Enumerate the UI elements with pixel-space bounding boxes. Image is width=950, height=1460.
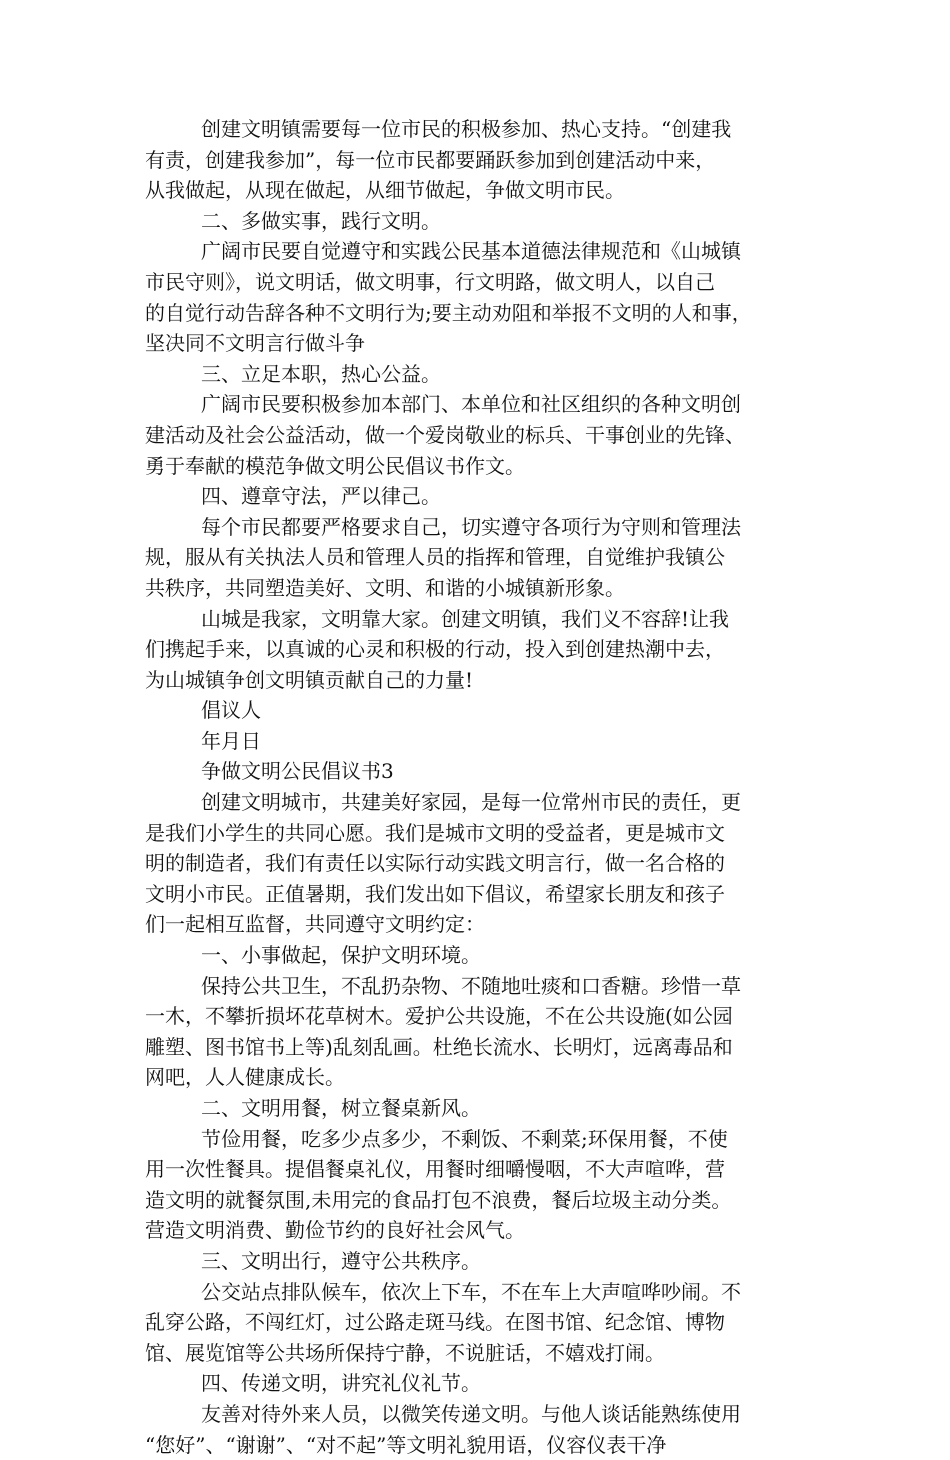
text-line: 创建文明镇需要每一位市民的积极参加、热心支持。“创建我	[201, 117, 732, 141]
text-line: 广阔市民要自觉遵守和实践公民基本道德法律规范和《山城镇	[201, 239, 741, 264]
text-line: 节俭用餐，吃多少点多少，不剩饭、不剩菜;环保用餐，不使	[201, 1126, 728, 1151]
text-line: 用一次性餐具。提倡餐桌礼仪，用餐时细嚼慢咽，不大声喧哗，营	[145, 1157, 725, 1182]
text-line: 明的制造者，我们有责任以实际行动实践文明言行，做一名合格的	[145, 851, 725, 876]
document-body	[145, 114, 810, 1460]
text-line: 一、小事做起，保护文明环境。	[201, 943, 481, 968]
text-line: 市民守则》，说文明话，做文明事，行文明路，做文明人，以自己	[145, 269, 715, 294]
text-line: 的自觉行动告辞各种不文明行为;要主动劝阻和举报不文明的人和事，	[145, 300, 752, 325]
text-line: 营造文明消费、勤俭节约的良好社会风气。	[145, 1218, 525, 1243]
text-line: “您好”、“谢谢”、“对不起”等文明礼貌用语，仪容仪表干净	[145, 1432, 667, 1457]
text-line: 三、立足本职，热心公益。	[201, 361, 441, 386]
text-line: 们一起相互监督，共同遵守文明约定：	[145, 912, 485, 937]
text-line: 馆、展览馆等公共场所保持宁静，不说脏话，不嬉戏打闹。	[145, 1340, 665, 1365]
text-line: 文明小市民。正值暑期，我们发出如下倡议，希望家长朋友和孩子	[145, 881, 725, 906]
text-line: 保持公共卫生，不乱扔杂物、不随地吐痰和口香糖。珍惜一草	[201, 973, 741, 998]
text-line: 雕塑、图书馆书上等)乱刻乱画。杜绝长流水、长明灯，远离毒品和	[145, 1034, 733, 1059]
text-line: 一木，不攀折损坏花草树木。爱护公共设施，不在公共设施(如公园	[145, 1004, 733, 1029]
text-line: 二、多做实事，践行文明。	[201, 208, 441, 233]
text-line: 规，服从有关执法人员和管理人员的指挥和管理，自觉维护我镇公	[145, 545, 725, 570]
text-line: 二、文明用餐，树立餐桌新风。	[201, 1096, 481, 1120]
text-line: 公交站点排队候车，依次上下车，不在车上大声喧哗吵闹。不	[201, 1279, 741, 1304]
text-line: 坚决同不文明言行做斗争	[145, 331, 365, 356]
text-line: 为山城镇争创文明镇贡献自己的力量!	[145, 667, 474, 692]
text-line: 造文明的就餐氛围,未用完的食品打包不浪费，餐后垃圾主动分类。	[145, 1187, 732, 1212]
text-line: 倡议人	[201, 698, 261, 723]
text-line: 网吧，人人健康成长。	[145, 1065, 345, 1090]
text-line: 创建文明城市，共建美好家园，是每一位常州市民的责任，更	[201, 790, 741, 815]
text-line: 从我做起，从现在做起，从细节做起，争做文明市民。	[145, 178, 625, 203]
text-line: 三、文明出行，遵守公共秩序。	[201, 1248, 481, 1273]
text-line: 共秩序，共同塑造美好、文明、和谐的小城镇新形象。	[145, 575, 625, 600]
text-line: 广阔市民要积极参加本部门、本单位和社区组织的各种文明创	[201, 392, 741, 417]
text-line: 友善对待外来人员，以微笑传递文明。与他人谈话能熟练使用	[201, 1401, 741, 1426]
text-line: 是我们小学生的共同心愿。我们是城市文明的受益者，更是城市文	[145, 820, 725, 845]
text-line: 勇于奉献的模范争做文明公民倡议书作文。	[145, 453, 525, 478]
text-line: 有责，创建我参加”，每一位市民都要踊跃参加到创建活动中来，	[145, 147, 716, 172]
text-line: 乱穿公路，不闯红灯，过公路走斑马线。在图书馆、纪念馆、博物	[145, 1310, 725, 1335]
text-line: 每个市民都要严格要求自己，切实遵守各项行为守则和管理法	[201, 514, 741, 539]
text-line: 争做文明公民倡议书3	[201, 759, 394, 784]
text-line: 山城是我家，文明靠大家。创建文明镇，我们义不容辞!让我	[201, 606, 730, 631]
text-line: 四、遵章守法，严以律己。	[201, 484, 441, 509]
text-line: 建活动及社会公益活动，做一个爱岗敬业的标兵、干事创业的先锋、	[145, 422, 745, 447]
text-line: 们携起手来，以真诚的心灵和积极的行动，投入到创建热潮中去，	[145, 637, 725, 662]
text-line: 年月日	[201, 728, 261, 753]
text-line: 四、传递文明，讲究礼仪礼节。	[201, 1371, 481, 1396]
